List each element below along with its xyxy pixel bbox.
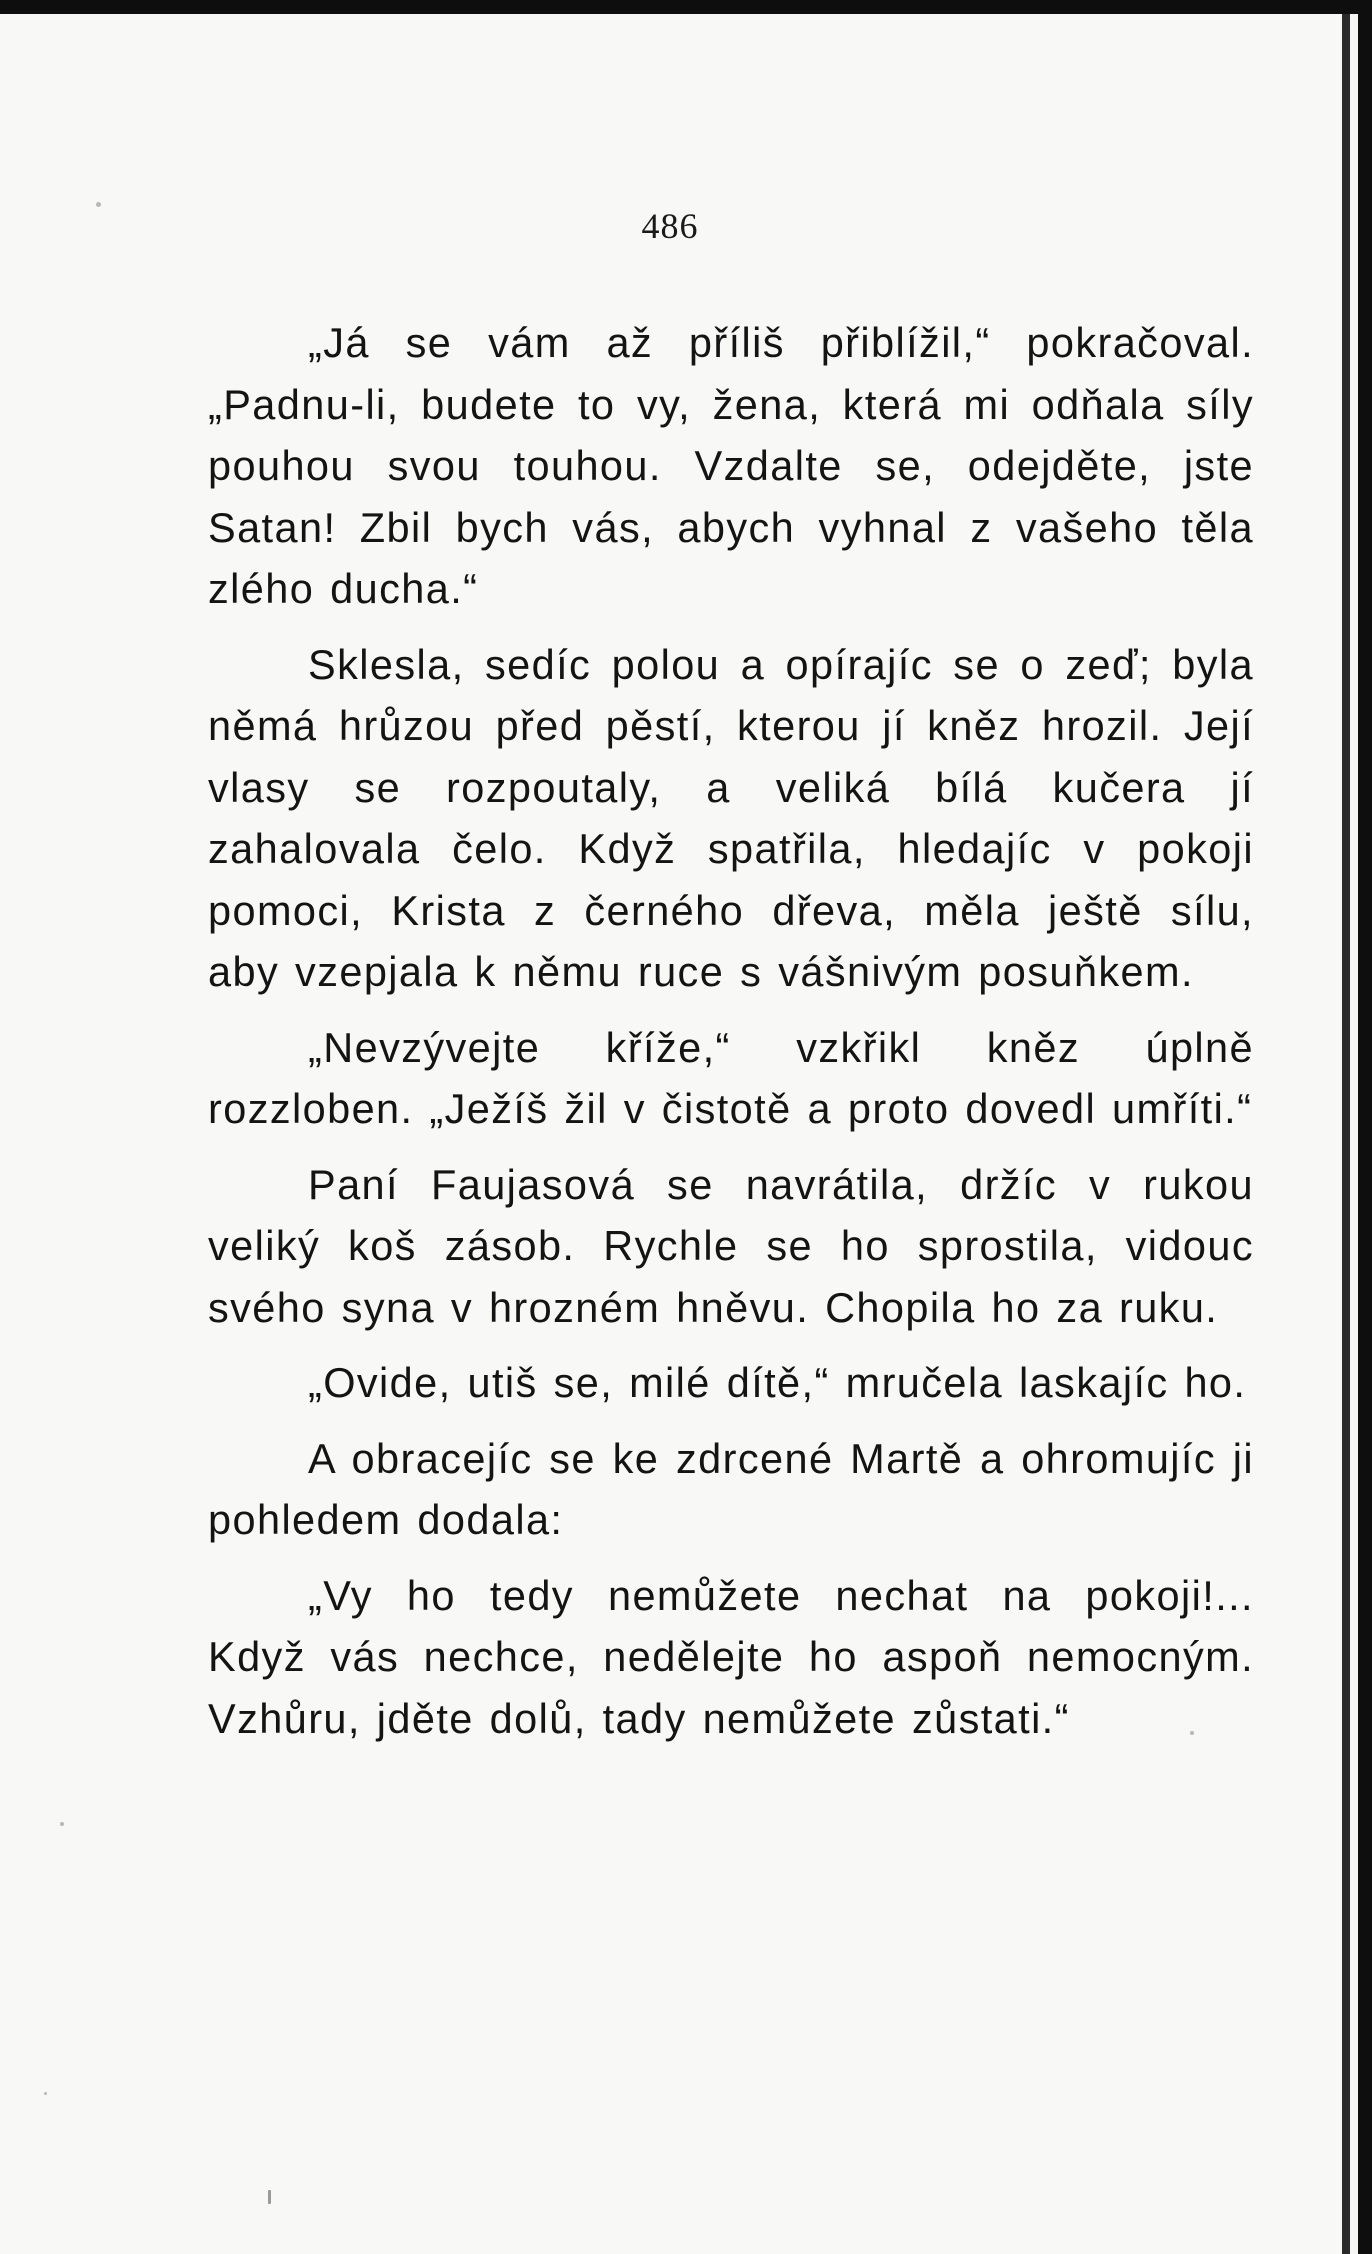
paragraph-2: Sklesla, sedíc polou a opírajíc se o zeď; byla němá hrůzou před pěstí, kterou jí kněz hrozil. Její vlasy se rozpoutaly, a veliká bílá kučera jí zahalovala čelo. Když spatřila, hledajíc v pokoji pomoci, Krista z černého dřeva, měla ještě sílu, aby vzepjala k němu ruce s vášnivým posuňkem.	[208, 640, 1254, 995]
paragraph-1: „Já se vám až příliš přiblížil,“ pokračoval. „Padnu-li, budete to vy, žena, která mi odňala síly pouhou svou touhou. Vzdalte se, odejděte, jste Satan! Zbil bych vás, abych vyhnal z vašeho těla zlého ducha.“	[208, 319, 1254, 612]
body-text	[208, 312, 1254, 1763]
paper-speck	[44, 2092, 47, 2095]
paper-speck	[268, 2190, 271, 2204]
scan-border-top	[0, 0, 1372, 14]
paragraph-7: „Vy ho tedy nemůžete nechat na pokoji!... Když vás nechce, nedělejte ho aspoň nemocným. Vzhůru, jděte dolů, tady nemůžete zůstati.“	[208, 1571, 1254, 1742]
paragraph-6: A obracejíc se ke zdrcené Martě a ohromujíc ji pohledem dodala:	[208, 1434, 1254, 1543]
binding-gutter	[1342, 14, 1350, 2254]
paper-speck	[60, 1822, 64, 1826]
paragraph-3: „Nevzývejte kříže,“ vzkřikl kněz úplně rozzloben. „Ježíš žil v čistotě a proto dovedl umříti.“	[208, 1023, 1254, 1132]
scan-border-right	[1358, 0, 1372, 2254]
paragraph-4: Paní Faujasová se navrátila, držíc v rukou veliký koš zásob. Rychle se ho sprostila, vidouc svého syna v hrozném hněvu. Chopila ho za ruku.	[208, 1160, 1254, 1331]
page-number: 486	[641, 206, 699, 246]
paragraph-5: „Ovide, utiš se, milé dítě,“ mručela laskajíc ho.	[308, 1359, 1247, 1406]
